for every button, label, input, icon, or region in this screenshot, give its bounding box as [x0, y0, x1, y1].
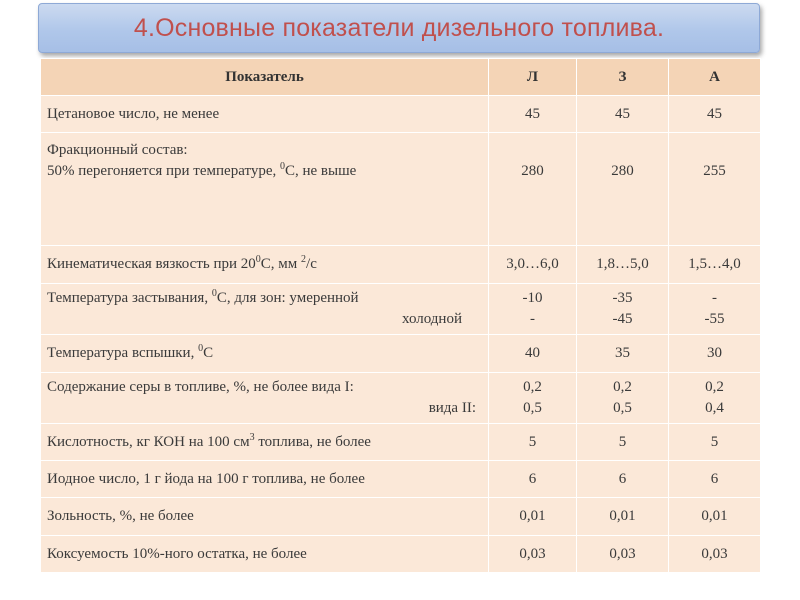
- label-text: 50% перегоняется при температуре,: [47, 163, 280, 179]
- cell-l: 0,03: [489, 536, 577, 573]
- cell-value: 0,2: [613, 379, 632, 395]
- cell-value: 0,5: [613, 400, 632, 416]
- cell-l: [489, 373, 577, 424]
- cell-z: 0,01: [577, 498, 669, 536]
- label-superscript: 3: [249, 431, 255, 443]
- row-label-line: [47, 288, 482, 309]
- cell-a: [669, 284, 761, 335]
- table-header-row: [41, 59, 761, 96]
- cell-value: -35: [612, 290, 633, 306]
- cell-z: 280: [577, 133, 669, 246]
- row-label: [41, 335, 489, 373]
- row-label: [41, 133, 489, 246]
- label-text: С, не выше: [284, 163, 357, 179]
- cell-z: [577, 373, 669, 424]
- table-row: [41, 373, 761, 424]
- label-text: Кинематическая вязкость при 20: [47, 256, 256, 272]
- table-row: [41, 536, 761, 573]
- diesel-fuel-table: [40, 58, 761, 573]
- table-row: [41, 133, 761, 246]
- cell-a: 1,5…4,0: [669, 246, 761, 284]
- cell-value: 0,2: [523, 379, 542, 395]
- cell-value: -: [530, 311, 535, 327]
- column-header-z: З: [577, 59, 669, 96]
- table-row: [41, 424, 761, 461]
- cell-a: 30: [669, 335, 761, 373]
- label-superscript: 0: [198, 343, 204, 354]
- title-banner: [38, 3, 760, 53]
- row-label: [41, 373, 489, 424]
- column-header-indicator: Показатель: [41, 59, 489, 96]
- table-row: [41, 246, 761, 284]
- row-label: [41, 424, 489, 461]
- cell-l: 6: [489, 461, 577, 498]
- table-row: [41, 335, 761, 373]
- row-label: Зольность, %, не более: [41, 498, 489, 536]
- label-text: /с: [306, 256, 317, 272]
- label-text: Кислотность, кг КОН на 100 см: [47, 433, 250, 450]
- cell-value: -10: [522, 290, 543, 306]
- cell-z: 35: [577, 335, 669, 373]
- label-text: С, для зон: умеренной: [216, 290, 359, 306]
- column-header-a: А: [669, 59, 761, 96]
- column-header-l: Л: [489, 59, 577, 96]
- cell-value: 0,5: [523, 400, 542, 416]
- row-label: Цетановое число, не менее: [41, 96, 489, 133]
- row-label-line: Фракционный состав:: [47, 142, 188, 158]
- cell-z: 6: [577, 461, 669, 498]
- cell-a: [669, 373, 761, 424]
- cell-l: [489, 284, 577, 335]
- label-text: С: [203, 345, 214, 361]
- cell-l: 280: [489, 133, 577, 246]
- label-superscript: 0: [279, 161, 285, 172]
- cell-a: 0,03: [669, 536, 761, 573]
- cell-l: 3,0…6,0: [489, 246, 577, 284]
- cell-l: 45: [489, 96, 577, 133]
- cell-a: 45: [669, 96, 761, 133]
- label-superscript: 0: [211, 288, 217, 299]
- cell-value: 0,2: [705, 379, 724, 395]
- row-label: Иодное число, 1 г йода на 100 г топлива, не более: [41, 461, 489, 498]
- cell-a: 255: [669, 133, 761, 246]
- row-label: [41, 246, 489, 284]
- cell-l: 40: [489, 335, 577, 373]
- label-superscript: 0: [255, 254, 261, 265]
- table-row: [41, 461, 761, 498]
- cell-z: 5: [577, 424, 669, 461]
- cell-z: 0,03: [577, 536, 669, 573]
- table-row: [41, 498, 761, 536]
- row-label-line: [47, 161, 482, 182]
- cell-l: 0,01: [489, 498, 577, 536]
- label-text: Температура вспышки,: [47, 345, 199, 361]
- label-text: С, мм: [260, 256, 302, 272]
- row-label-line: вида II:: [428, 400, 476, 416]
- cell-a: 0,01: [669, 498, 761, 536]
- row-label: [41, 284, 489, 335]
- cell-z: 1,8…5,0: [577, 246, 669, 284]
- slide-title: 4.Основные показатели дизельного топлива.: [133, 13, 665, 42]
- table-row: [41, 284, 761, 335]
- cell-value: -55: [704, 311, 725, 327]
- table-row: [41, 96, 761, 133]
- label-text: топлива, не более: [254, 433, 371, 450]
- cell-l: 5: [489, 424, 577, 461]
- cell-z: [577, 284, 669, 335]
- row-label: Коксуемость 10%-ного остатка, не более: [41, 536, 489, 573]
- row-label-line: Содержание серы в топливе, %, не более вида I:: [47, 379, 354, 395]
- cell-value: -: [712, 290, 717, 306]
- cell-z: 45: [577, 96, 669, 133]
- label-text: Температура застывания,: [47, 290, 212, 306]
- cell-value: -45: [612, 311, 633, 327]
- row-label-line: холодной: [402, 311, 462, 327]
- cell-a: 6: [669, 461, 761, 498]
- label-superscript: 2: [301, 254, 307, 265]
- cell-a: 5: [669, 424, 761, 461]
- cell-value: 0,4: [705, 400, 724, 416]
